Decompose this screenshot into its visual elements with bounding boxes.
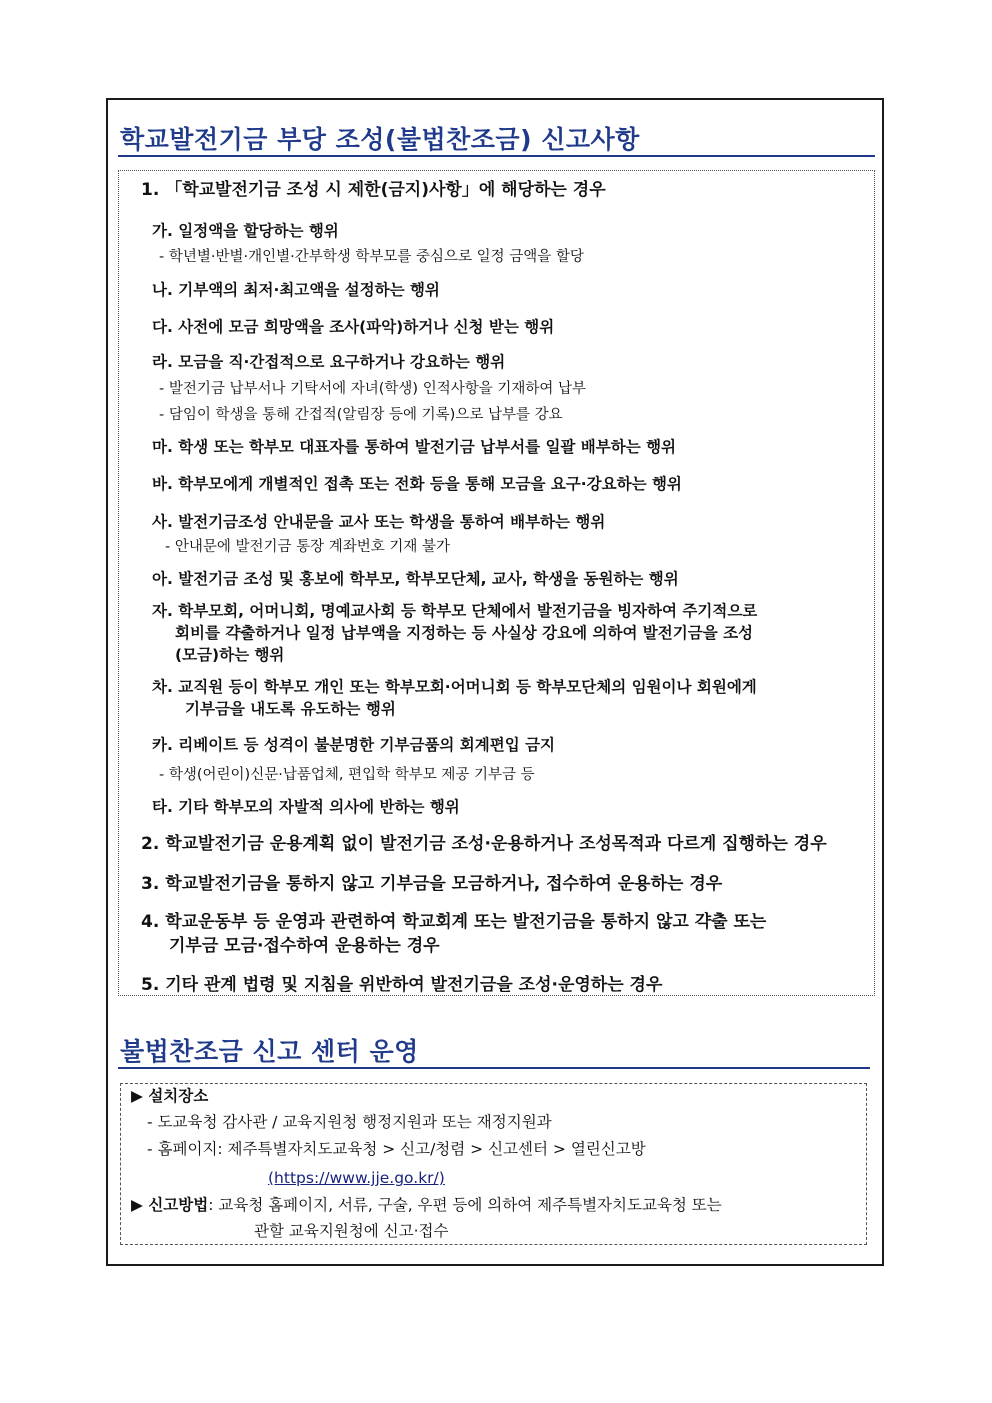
item4-line2: 기부금 모금·접수하여 운용하는 경우 [169,936,440,956]
method-line1: : 교육청 홈페이지, 서류, 구술, 우편 등에 의하여 제주특별자치도교육청 또는 [208,1196,722,1214]
item-sa: 사. 발전기금조성 안내문을 교사 또는 학생을 통하여 배부하는 행위 [152,513,606,531]
item-ka: 카. 리베이트 등 성격이 불분명한 기부금품의 회계편입 금지 [152,736,556,754]
item-sa-sub: - 안내문에 발전기금 통장 계좌번호 기재 불가 [165,539,451,555]
section1-title-rule [118,155,875,157]
location-line1: - 도교육청 감사관 / 교육지원청 행정지원과 또는 재정지원과 [147,1113,552,1131]
item-da: 다. 사전에 모금 희망액을 조사(파악)하거나 신청 받는 행위 [152,318,555,336]
item-ja-line2: 회비를 갹출하거나 일정 납부액을 지정하는 등 사실상 강요에 의하여 발전기금을 조성 [175,624,754,642]
item-ba: 바. 학부모에게 개별적인 접촉 또는 전화 등을 통해 모금을 요구·강요하는 행위 [152,475,682,493]
item-ta: 타. 기타 학부모의 자발적 의사에 반하는 행위 [152,798,460,816]
section2-title: 불법찬조금 신고 센터 운영 [120,1037,419,1066]
item-cha-line1: 차. 교직원 등이 학부모 개인 또는 학부모회·어머니회 등 학부모단체의 임원이나 회원에게 [152,678,757,696]
method-line2: 관할 교육지원청에 신고·접수 [254,1222,449,1240]
item-ka-sub: - 학생(어린이)신문·납품업체, 편입학 학부모 제공 기부금 등 [159,767,535,783]
item-ra-sub2: - 담임이 학생을 통해 간접적(알림장 등에 기록)으로 납부를 강요 [159,407,563,423]
item5: 5. 기타 관계 법령 및 지침을 위반하여 발전기금을 조성·운영하는 경우 [141,975,663,995]
location-label: ▶ 설치장소 [131,1087,209,1105]
section2-title-rule [118,1067,870,1069]
item2: 2. 학교발전기금 운용계획 없이 발전기금 조성·운용하거나 조성목적과 다르게 집행하는 경우 [141,834,827,854]
method-label: ▶ 신고방법 [131,1196,209,1214]
location-line2: - 홈페이지: 제주특별자치도교육청 > 신고/청렴 > 신고센터 > 열린신고방 [147,1140,646,1158]
section1-title: 학교발전기금 부당 조성(불법찬조금) 신고사항 [120,125,640,154]
item-ra: 라. 모금을 직·간접적으로 요구하거나 강요하는 행위 [152,353,506,371]
item1-heading: 1. 「학교발전기금 조성 시 제한(금지)사항」에 해당하는 경우 [141,180,606,200]
item3: 3. 학교발전기금을 통하지 않고 기부금을 모금하거나, 접수하여 운용하는 경우 [141,874,723,894]
item4-line1: 4. 학교운동부 등 운영과 관련하여 학교회계 또는 발전기금을 통하지 않고 갹출 또는 [141,912,767,932]
homepage-link[interactable]: (https://www.jje.go.kr/) [268,1169,445,1187]
item-ga-sub: - 학년별·반별·개인별·간부학생 학부모를 중심으로 일정 금액을 할당 [159,249,584,265]
item-ja-line1: 자. 학부모회, 어머니회, 명예교사회 등 학부모 단체에서 발전기금을 빙자하여 주기적으로 [152,602,758,620]
item-cha-line2: 기부금을 내도록 유도하는 행위 [185,700,396,718]
item-na: 나. 기부액의 최저·최고액을 설정하는 행위 [152,281,440,299]
item-ga: 가. 일정액을 할당하는 행위 [152,222,339,240]
item-a: 아. 발전기금 조성 및 홍보에 학부모, 학부모단체, 교사, 학생을 동원하는 행위 [152,570,679,588]
report-center-box [120,1083,867,1245]
item-ja-line3: (모금)하는 행위 [175,646,285,664]
item-ma: 마. 학생 또는 학부모 대표자를 통하여 발전기금 납부서를 일괄 배부하는 행위 [152,438,677,456]
method-row [131,1195,722,1215]
notice-frame [106,98,884,1266]
item-ra-sub1: - 발전기금 납부서나 기탁서에 자녀(학생) 인적사항을 기재하여 납부 [159,381,586,397]
prohibited-items-box [118,170,875,996]
